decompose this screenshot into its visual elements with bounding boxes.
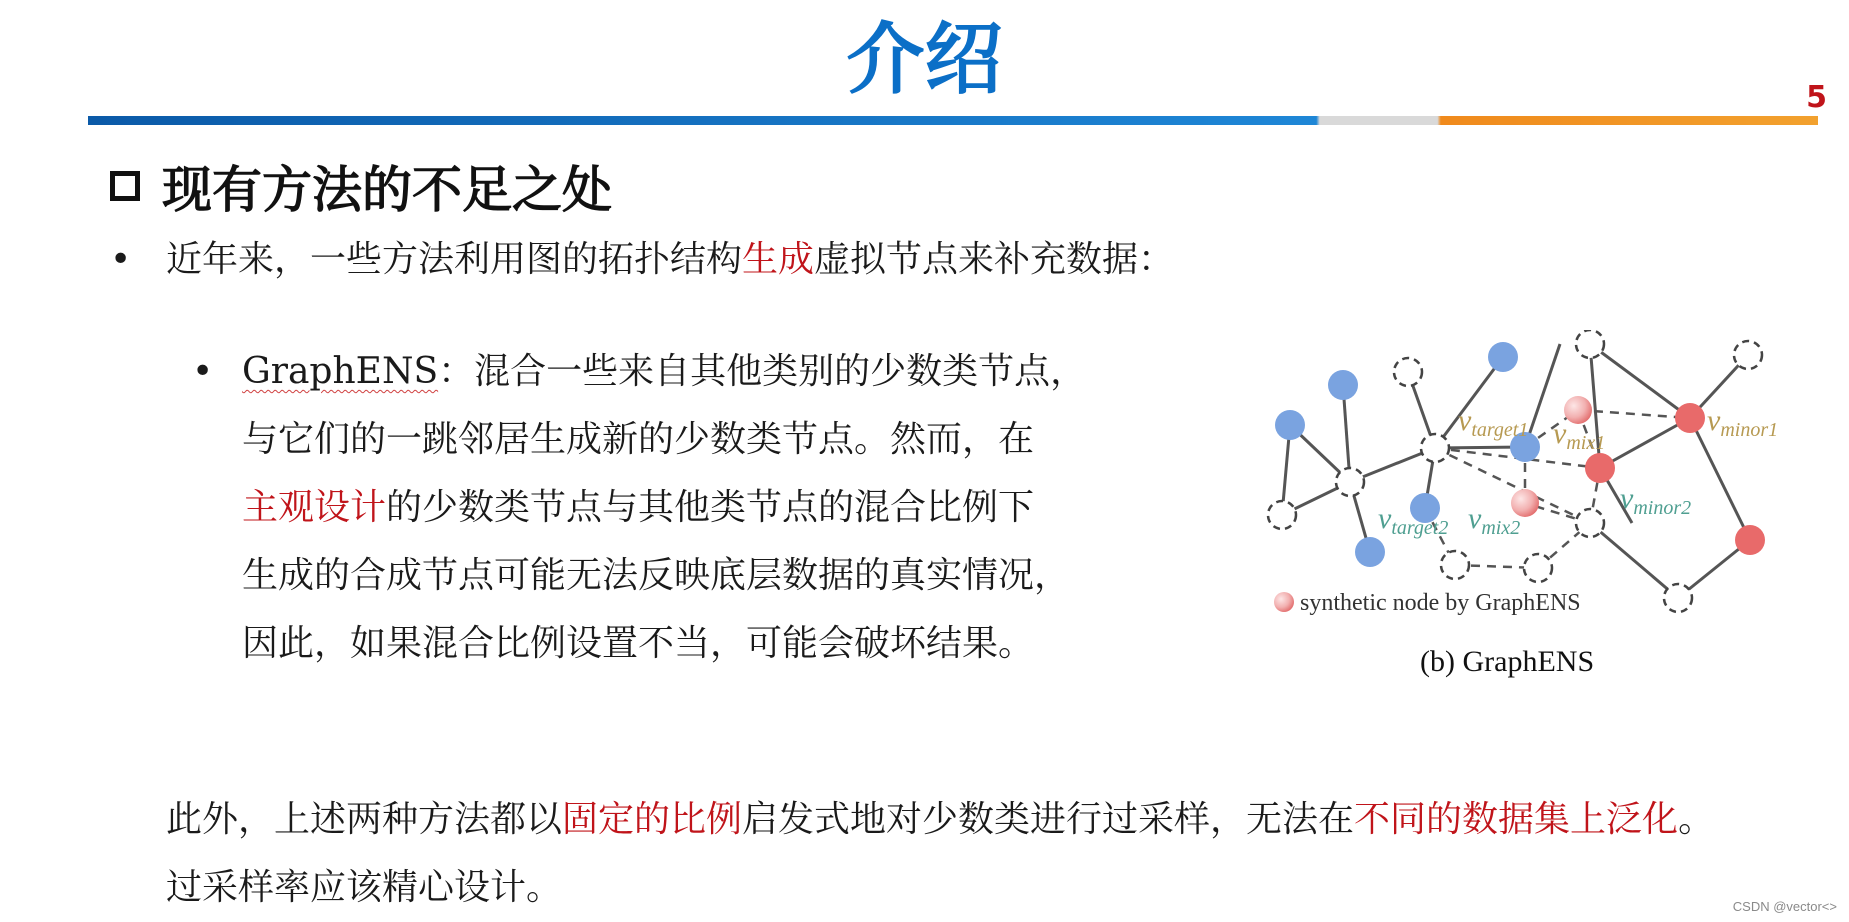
graphens-line-1-text: ：混合一些来自其他类别的少数类节点， — [438, 351, 1087, 392]
graphens-line-5: 因此，如果混合比例设置不当，可能会破坏结果。 — [242, 623, 1035, 664]
graphens-highlight: 主观设计 — [242, 487, 387, 528]
section-heading-text: 现有方法的不足之处 — [162, 161, 612, 219]
conclusion-highlight-2: 不同的数据集上泛化 — [1354, 799, 1679, 840]
graphens-line-3-text: 的少数类节点与其他类节点的混合比例下 — [386, 487, 1035, 528]
figure-legend: synthetic node by GraphENS — [1300, 590, 1581, 616]
label-mix2: $v_{mix2}$ — [1468, 502, 1521, 539]
graphens-name: GraphENS — [242, 351, 439, 392]
graphens-line-4: 生成的合成节点可能无法反映底层数据的真实情况， — [242, 555, 1071, 596]
graphens-line-3 — [192, 474, 1112, 542]
label-minor2: $v_{minor2}$ — [1620, 482, 1692, 519]
graphens-description — [192, 338, 1112, 678]
conclusion-part-2: 启发式地对少数类进行过采样，无法在 — [742, 799, 1355, 840]
page-number: 5 — [1806, 80, 1827, 115]
intro-bullet — [110, 232, 1174, 288]
slide-title: 介绍 — [846, 15, 1003, 105]
conclusion-line-2: 过采样率应该精心设计。 — [166, 867, 563, 908]
watermark: CSDN @vector<> — [1732, 899, 1837, 914]
conclusion-line-1 — [166, 786, 1714, 854]
conclusion-part-3: 。 — [1678, 799, 1715, 840]
label-mix1: $v_{mix1}$ — [1553, 417, 1606, 454]
conclusion-highlight-1: 固定的比例 — [562, 799, 743, 840]
bullet-dot: • — [110, 239, 132, 280]
intro-highlight: 生成 — [742, 239, 815, 280]
label-target2: $v_{target2}$ — [1378, 502, 1449, 539]
intro-text-after: 虚拟节点来补充数据： — [814, 239, 1175, 280]
sub-bullet-dot: • — [192, 351, 214, 392]
conclusion-text — [166, 786, 1714, 922]
label-minor1: $v_{minor1}$ — [1707, 404, 1779, 441]
section-heading — [110, 150, 612, 222]
graphens-line-2: 与它们的一跳邻居生成新的少数类节点。然而，在 — [242, 419, 1035, 460]
square-bullet-icon — [110, 171, 140, 201]
figure-caption: (b) GraphENS — [1420, 645, 1595, 678]
label-target1: $v_{target1}$ — [1458, 404, 1529, 441]
title-divider-bar — [88, 116, 1818, 125]
graphens-line-1 — [192, 338, 1112, 406]
intro-text-before: 近年来，一些方法利用图的拓扑结构 — [166, 239, 743, 280]
conclusion-part-1: 此外，上述两种方法都以 — [166, 799, 563, 840]
